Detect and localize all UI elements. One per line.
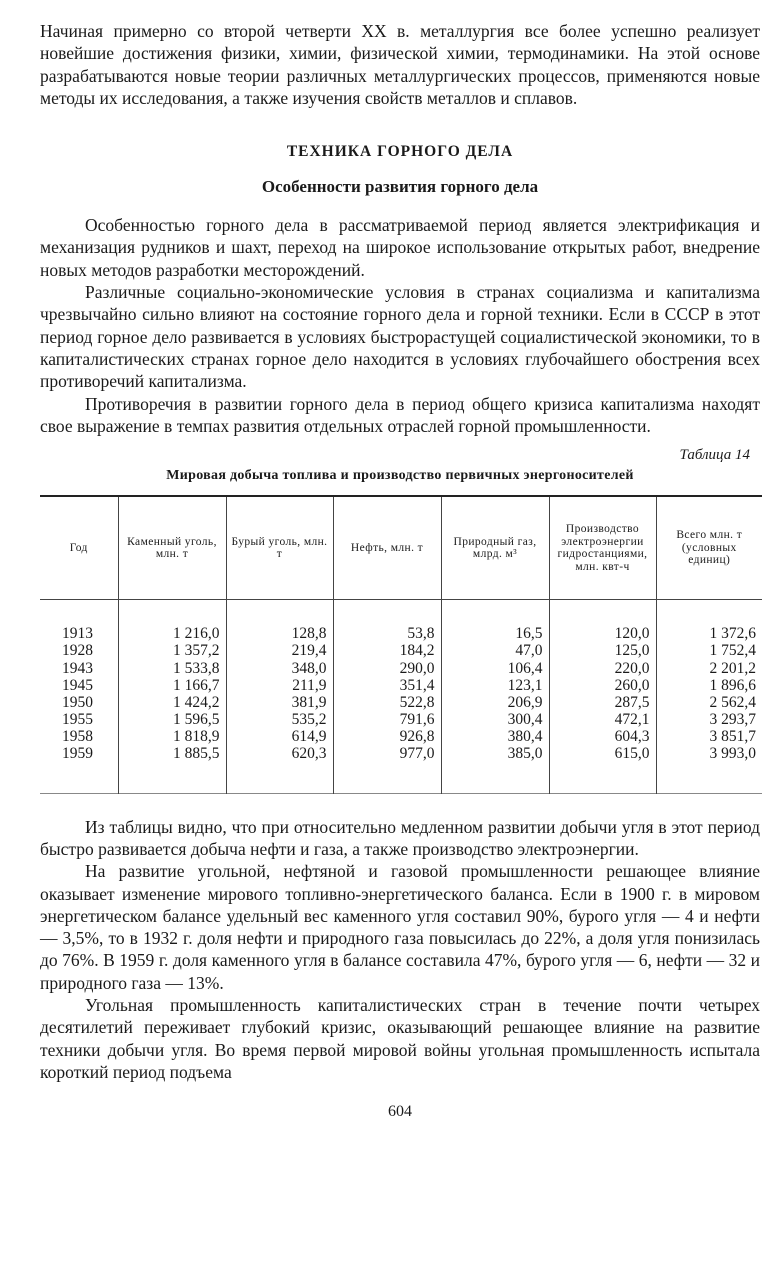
intro-paragraph: Начиная примерно со второй четверти XX в. металлургия все более успешно реализует новейшие достижения физики, химии, физической химии, термодинамики. На этой основе разрабатываются новые теории различных металлургических процессов, применяются новые методы их исследования, а также изучения свойств металлов и сплавов. xyxy=(40,21,760,108)
table-cell: 1945 xyxy=(62,676,93,694)
table-cell: 381,9 xyxy=(291,693,327,711)
col-year-values xyxy=(40,600,118,794)
table-cell: 1943 xyxy=(62,659,93,677)
section-title: ТЕХНИКА ГОРНОГО ДЕЛА xyxy=(286,143,514,161)
table-cell: 348,0 xyxy=(291,659,327,677)
table-cell: 1 357,2 xyxy=(173,642,220,660)
table-cell: 2 562,4 xyxy=(709,693,756,711)
col-total-values xyxy=(656,600,762,794)
col-header-total: Всего млн. т (условных единиц) xyxy=(656,496,762,600)
table-cell: 260,0 xyxy=(614,676,650,694)
table-cell: 1 216,0 xyxy=(173,625,220,643)
table-cell: 1958 xyxy=(62,728,93,746)
table-cell: 604,3 xyxy=(614,728,650,746)
col-header-hard-coal: Каменный уголь, млн. т xyxy=(118,496,226,600)
table-cell: 1 818,9 xyxy=(173,728,220,746)
col-oil-values xyxy=(333,600,441,794)
table-cell: 211,9 xyxy=(292,676,327,694)
table-cell: 1928 xyxy=(62,642,93,660)
col-hard-coal-values xyxy=(118,600,226,794)
table-cell: 1 424,2 xyxy=(173,693,220,711)
table-header-row xyxy=(40,496,762,600)
document-page xyxy=(40,20,760,1121)
table-cell: 1 533,8 xyxy=(173,659,220,677)
table-cell: 522,8 xyxy=(399,693,435,711)
table-cell: 290,0 xyxy=(399,659,435,677)
table-cell: 380,4 xyxy=(507,728,543,746)
table-cell: 47,0 xyxy=(515,642,543,660)
subsection-title: Особенности развития горного дела xyxy=(261,177,539,197)
table-caption: Мировая добыча топлива и производство первичных энергоносителей xyxy=(166,468,634,484)
paragraph: Различные социально-экономические условия в странах социализма и капитализма чрезвычайно сильно влияют на состояние горного дела и горной техники. Если в СССР в этот период горное дело развивается в условиях быстрорастущей социалистической экономики, то в капиталистических странах горное дело находится в условиях глубочайшего обострения всех противоречий капитализма. xyxy=(40,282,760,392)
table-cell: 620,3 xyxy=(291,745,327,763)
fuel-production-table xyxy=(40,495,762,794)
table-cell: 16,5 xyxy=(515,625,543,643)
table-cell: 977,0 xyxy=(399,745,435,763)
col-natural-gas-values xyxy=(441,600,549,794)
table-cell: 125,0 xyxy=(614,642,650,660)
table-cell: 1 166,7 xyxy=(173,676,220,694)
table-cell: 351,4 xyxy=(399,676,435,694)
table-cell: 614,9 xyxy=(291,728,327,746)
table-cell: 1 596,5 xyxy=(173,711,220,729)
table-cell: 385,0 xyxy=(507,745,543,763)
table-cell: 615,0 xyxy=(614,745,650,763)
col-header-brown-coal: Бурый уголь, млн. т xyxy=(226,496,333,600)
paragraph: Противоречия в развитии горного дела в период общего кризиса капитализма находят свое выражение в темпах развития отдельных отраслей горной промышленности. xyxy=(40,393,760,436)
page-number: 604 xyxy=(388,1103,412,1121)
table-cell: 120,0 xyxy=(614,625,650,643)
table-cell: 3 993,0 xyxy=(709,745,756,763)
table-label: Таблица 14 xyxy=(679,447,750,464)
col-hydro-values xyxy=(549,600,656,794)
paragraph: На развитие угольной, нефтяной и газовой промышленности решающее влияние оказывает изменение мирового топливно-энергетического баланса. Если в 1900 г. в мировом энергетическом балансе удельный вес каменного угля составил 90%, бурого угля — 4 и нефти — 3,5%, то в 1932 г. доля нефти и природного газа повысилась до 22%, а доля угля понизилась до 76%. В 1959 г. доля каменного угля в балансе составила 47%, бурого угля — 6, нефти — 32 и природного газа — 13%. xyxy=(40,861,760,993)
table-cell: 1955 xyxy=(62,711,93,729)
table-cell: 926,8 xyxy=(399,728,435,746)
paragraph: Из таблицы видно, что при относительно медленном развитии добычи угля в этот период быстро развивается добыча нефти и газа, а также производство электроэнергии. xyxy=(40,816,760,859)
col-header-natural-gas: Природный газ, млрд. м³ xyxy=(441,496,549,600)
table-cell: 1913 xyxy=(62,625,93,643)
table-cell: 106,4 xyxy=(507,659,543,677)
table-cell: 206,9 xyxy=(507,693,543,711)
table-cell: 3 851,7 xyxy=(709,728,756,746)
col-header-hydro-electricity: Производство электроэнергии гидростанциями, млн. квт-ч xyxy=(549,496,656,600)
table-cell: 220,0 xyxy=(614,659,650,677)
table-cell: 219,4 xyxy=(291,642,327,660)
table-cell: 1950 xyxy=(62,693,93,711)
col-header-year: Год xyxy=(40,496,118,600)
table-cell: 184,2 xyxy=(399,642,435,660)
table-cell: 2 201,2 xyxy=(709,659,756,677)
table-cell: 1 752,4 xyxy=(709,642,756,660)
paragraph: Угольная промышленность капиталистических стран в течение почти четырех десятилетий переживает глубокий кризис, оказывающий решающее влияние на развитие техники добычи угля. Во время первой мировой войны угольная промышленность испытала короткий период подъема xyxy=(40,995,760,1082)
table-body xyxy=(40,600,762,794)
table-cell: 1 372,6 xyxy=(709,625,756,643)
table-cell: 1 896,6 xyxy=(709,676,756,694)
col-brown-coal-values xyxy=(226,600,333,794)
table-cell: 53,8 xyxy=(407,625,435,643)
table-cell: 3 293,7 xyxy=(709,711,756,729)
table-cell: 128,8 xyxy=(291,625,327,643)
table-cell: 1 885,5 xyxy=(173,745,220,763)
table-cell: 300,4 xyxy=(507,711,543,729)
table-cell: 1959 xyxy=(62,745,93,763)
table-cell: 472,1 xyxy=(614,711,650,729)
table-cell: 535,2 xyxy=(291,711,327,729)
paragraph: Особенностью горного дела в рассматриваемой период является электрификация и механизация рудников и шахт, переход на широкое использование открытых работ, внедрение новых методов разработки месторождений. xyxy=(40,215,760,280)
table-cell: 287,5 xyxy=(614,693,650,711)
table-cell: 791,6 xyxy=(399,711,435,729)
table-cell: 123,1 xyxy=(507,676,543,694)
col-header-oil: Нефть, млн. т xyxy=(333,496,441,600)
